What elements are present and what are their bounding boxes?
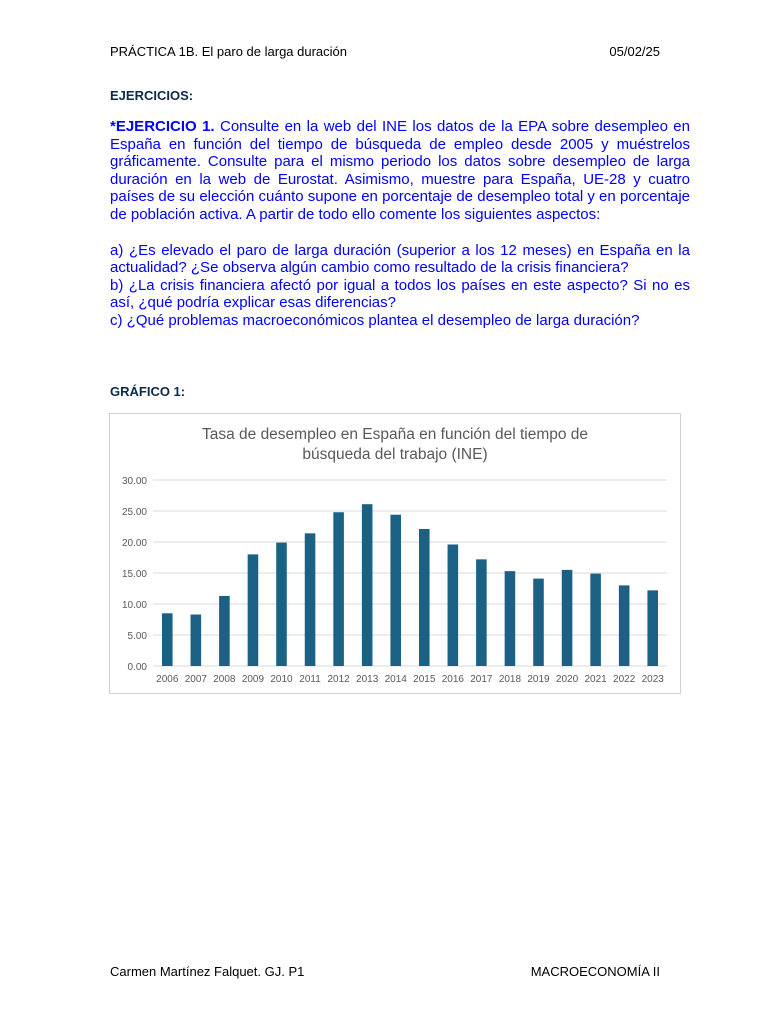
bar-2019 bbox=[533, 579, 544, 666]
y-tick-label: 15.00 bbox=[121, 569, 147, 580]
x-tick-label: 2011 bbox=[299, 674, 321, 685]
x-tick-label: 2009 bbox=[241, 674, 265, 685]
exercise-block bbox=[110, 118, 690, 330]
y-tick-label: 25.00 bbox=[121, 507, 147, 518]
bar-2013 bbox=[362, 504, 373, 666]
bar-2022 bbox=[619, 585, 630, 666]
x-tick-label: 2013 bbox=[356, 674, 379, 685]
x-tick-label: 2018 bbox=[498, 674, 522, 685]
x-tick-label: 2007 bbox=[184, 674, 207, 685]
y-tick-label: 20.00 bbox=[121, 538, 147, 549]
bar-2023 bbox=[647, 590, 658, 666]
x-tick-label: 2014 bbox=[384, 674, 407, 685]
chart-container bbox=[109, 413, 681, 694]
bar-2010 bbox=[276, 543, 287, 666]
bar-2017 bbox=[476, 559, 487, 666]
bar-2009 bbox=[248, 554, 259, 666]
x-tick-label: 2010 bbox=[270, 674, 293, 685]
x-tick-label: 2020 bbox=[555, 674, 579, 685]
x-tick-label: 2008 bbox=[213, 674, 236, 685]
bar-2021 bbox=[590, 574, 601, 666]
question-b: b) ¿La crisis financiera afectó por igual a todos los países en este aspecto? Si no es así, ¿qué podría explicar esas diferencias? bbox=[110, 276, 690, 312]
bar-2006 bbox=[162, 613, 173, 666]
bar-2011 bbox=[305, 533, 316, 666]
chart-title-line2: búsqueda del trabajo (INE) bbox=[302, 446, 488, 463]
x-tick-label: 2012 bbox=[327, 674, 350, 685]
footer-course: MACROECONOMÍA II bbox=[530, 964, 660, 979]
y-tick-label: 5.00 bbox=[127, 631, 147, 642]
bar-2012 bbox=[333, 512, 344, 666]
x-tick-label: 2023 bbox=[641, 674, 664, 685]
document-date: 05/02/25 bbox=[609, 44, 660, 59]
chart-heading: GRÁFICO 1: bbox=[110, 384, 186, 399]
bar-2007 bbox=[191, 615, 202, 666]
bar-chart bbox=[110, 414, 680, 693]
x-tick-label: 2006 bbox=[156, 674, 179, 685]
y-tick-label: 0.00 bbox=[127, 662, 147, 673]
question-c: c) ¿Qué problemas macroeconómicos plantea el desempleo de larga duración? bbox=[110, 311, 640, 329]
bar-2008 bbox=[219, 596, 230, 666]
x-tick-label: 2021 bbox=[584, 674, 607, 685]
bar-2016 bbox=[448, 544, 459, 666]
footer-author: Carmen Martínez Falquet. GJ. P1 bbox=[110, 964, 305, 979]
document-title: PRÁCTICA 1B. El paro de larga duración bbox=[110, 44, 348, 59]
exercise-intro-text: Consulte en la web del INE los datos de la EPA sobre desempleo en España en función del tiempo de búsqueda de empleo desde 2005 y muéstrelos gráficamente. Consulte para el mismo periodo los datos sobre desempleo de larga duración en la web de Eurostat. Asimismo, muestre para España, UE-28 y cuatro países de su elección cuánto supone en porcentaje de desempleo total y en porcentaje de población activa. A partir de todo ello comente los siguientes aspectos: bbox=[110, 118, 690, 223]
question-a: a) ¿Es elevado el paro de larga duración (superior a los 12 meses) en España en la actualidad? ¿Se observa algún cambio como resultado de la crisis financiera? bbox=[110, 241, 690, 277]
bar-2015 bbox=[419, 529, 430, 666]
exercises-heading: EJERCICIOS: bbox=[110, 88, 194, 103]
y-tick-label: 10.00 bbox=[121, 600, 147, 611]
x-tick-label: 2017 bbox=[470, 674, 493, 685]
bar-2014 bbox=[390, 515, 401, 666]
page-footer bbox=[110, 964, 660, 979]
bar-2018 bbox=[505, 571, 516, 666]
x-tick-label: 2015 bbox=[413, 674, 436, 685]
x-tick-label: 2016 bbox=[441, 674, 464, 685]
x-tick-label: 2022 bbox=[613, 674, 636, 685]
bar-2020 bbox=[562, 570, 573, 666]
chart-title-line1: Tasa de desempleo en España en función del tiempo de bbox=[201, 426, 589, 443]
exercise-intro bbox=[110, 118, 690, 224]
exercise-label: *EJERCICIO 1. bbox=[110, 118, 215, 135]
page-header bbox=[110, 44, 660, 59]
y-tick-label: 30.00 bbox=[121, 476, 147, 487]
x-tick-label: 2019 bbox=[527, 674, 550, 685]
